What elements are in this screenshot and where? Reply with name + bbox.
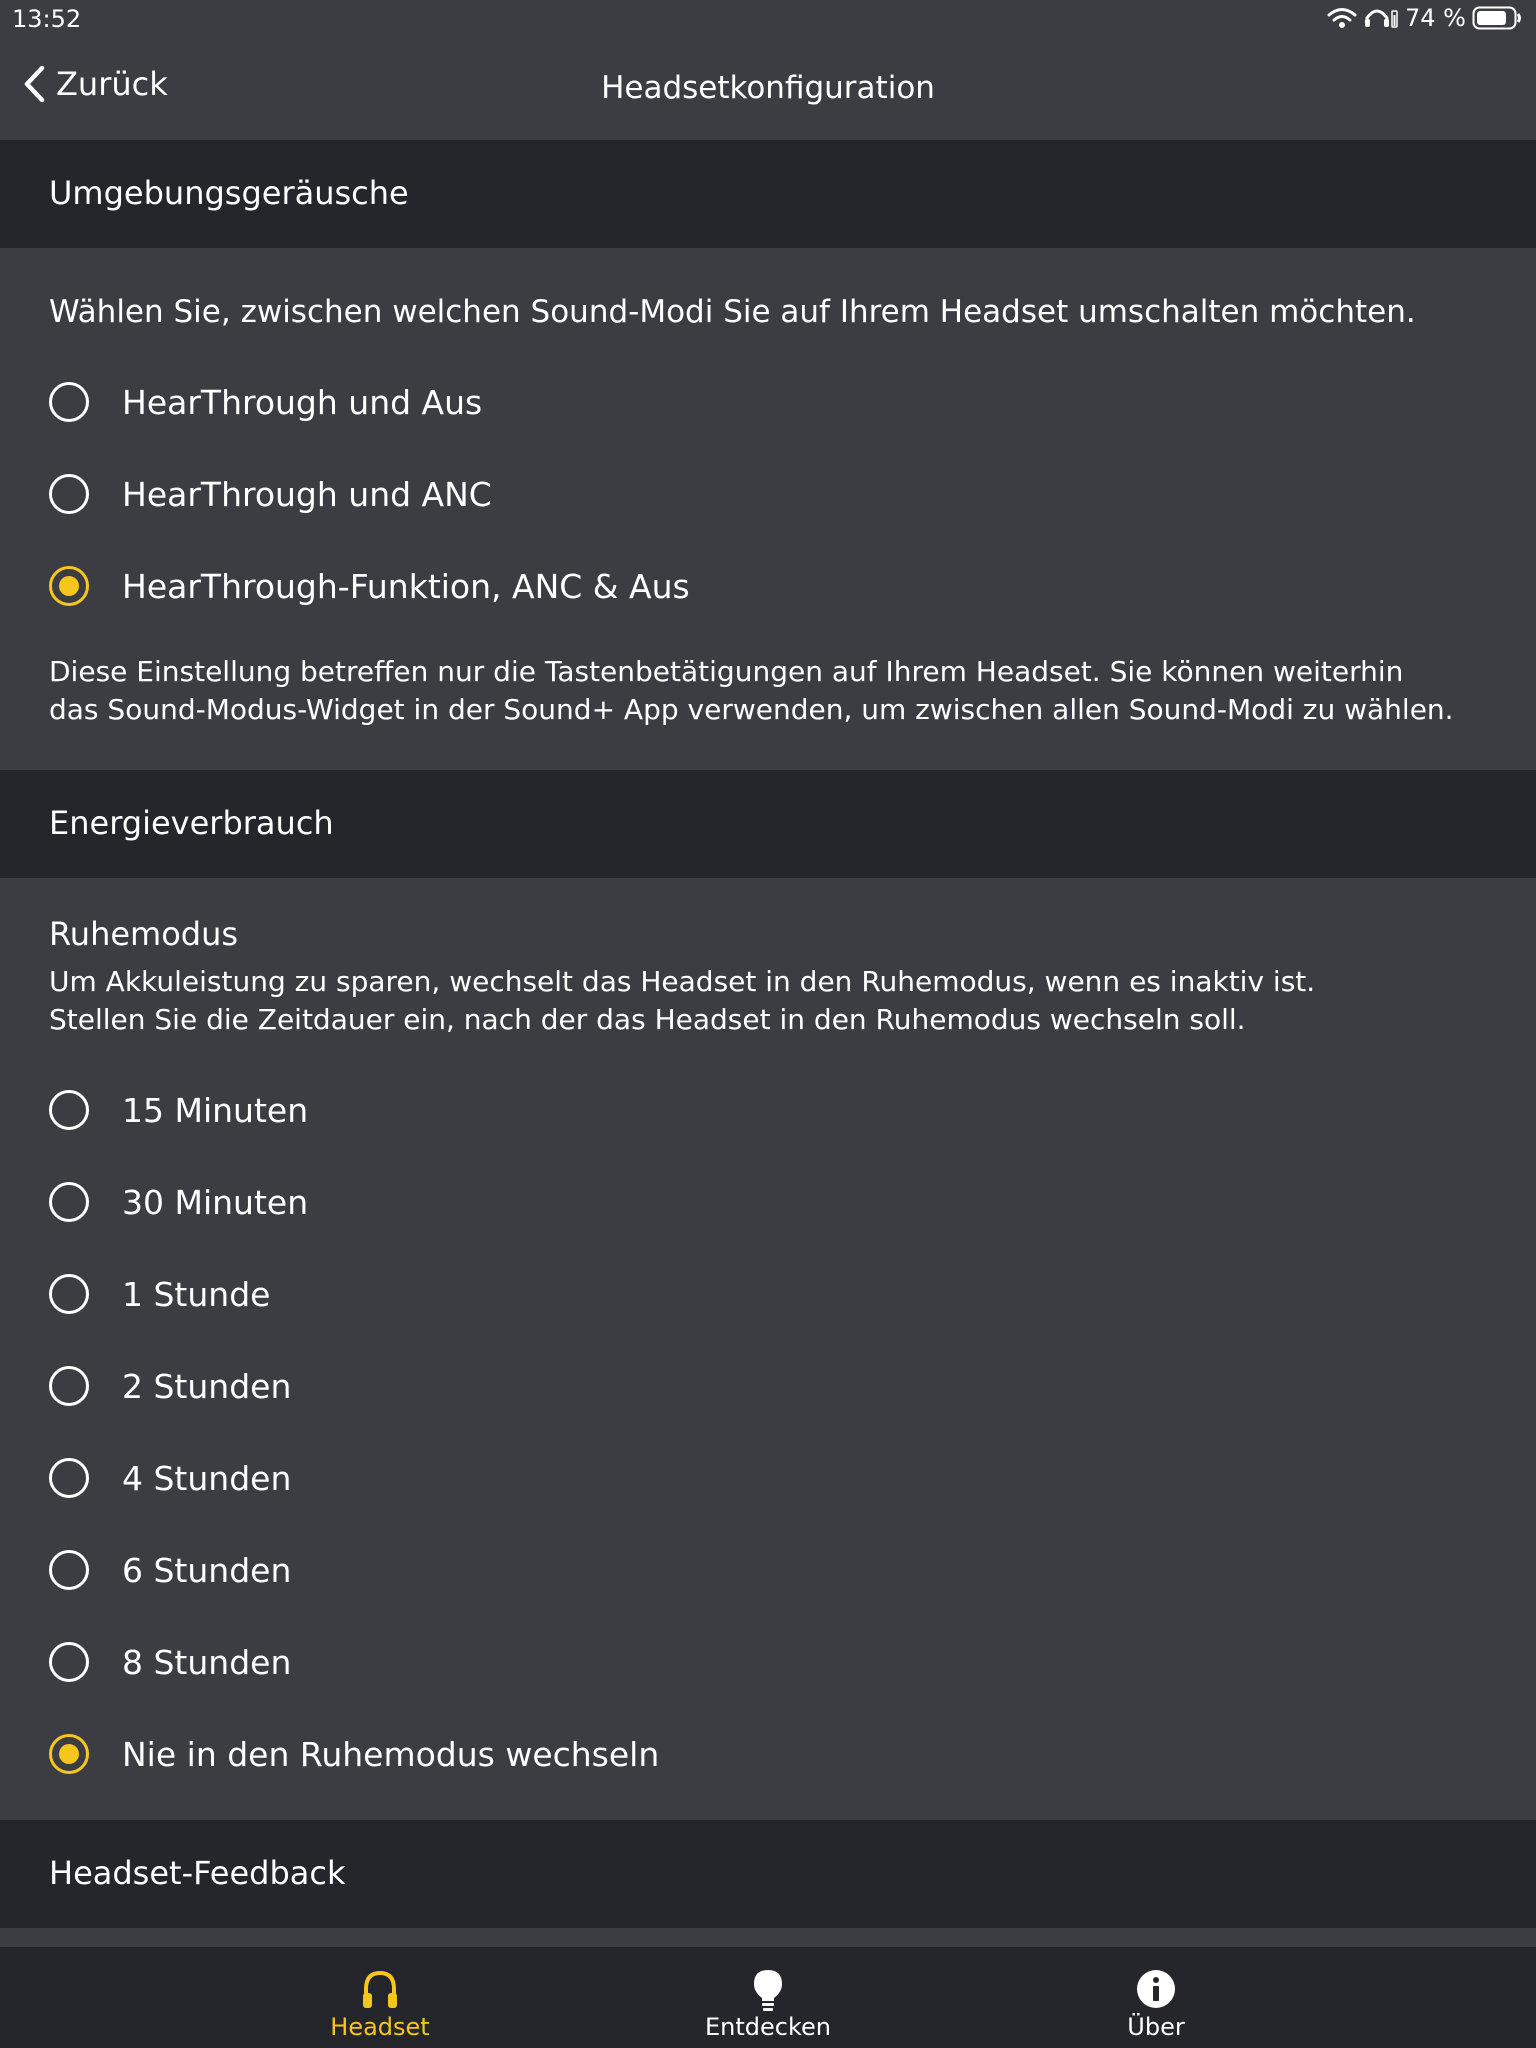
sleep-mode-title: Ruhemodus [49, 915, 239, 953]
ambient-note [49, 653, 1496, 729]
tab-discover-label: Entdecken [705, 2013, 831, 2041]
radio-button-selected[interactable] [49, 566, 89, 606]
status-time: 13:52 [12, 5, 82, 33]
headphones-icon [360, 1967, 400, 2013]
radio-label: 30 Minuten [122, 1182, 309, 1222]
sleep-option-2[interactable] [49, 1266, 270, 1322]
sleep-option-7[interactable] [49, 1726, 659, 1782]
sleep-option-6[interactable] [49, 1634, 291, 1690]
tab-bar [0, 1947, 1536, 2048]
sleep-desc-line-1: Um Akkuleistung zu sparen, wechselt das Headset in den Ruhemodus, wenn es inaktiv ist. [49, 965, 1316, 998]
sleep-option-4[interactable] [49, 1450, 291, 1506]
sleep-option-0[interactable] [49, 1082, 308, 1138]
radio-label: 15 Minuten [122, 1090, 309, 1130]
radio-label: HearThrough und ANC [122, 474, 492, 514]
radio-label: HearThrough-Funktion, ANC & Aus [122, 566, 690, 606]
radio-label: 6 Stunden [122, 1550, 292, 1590]
radio-button[interactable] [49, 1182, 89, 1222]
status-bar [0, 0, 1536, 40]
back-label: Zurück [56, 65, 168, 103]
section-header-feedback [0, 1820, 1536, 1928]
radio-button-selected[interactable] [49, 1734, 89, 1774]
radio-button[interactable] [49, 382, 89, 422]
section-header-energy [0, 770, 1536, 878]
ambient-option-1[interactable] [49, 466, 492, 522]
ambient-option-2[interactable] [49, 558, 690, 614]
radio-button[interactable] [49, 474, 89, 514]
sleep-mode-description [49, 963, 1496, 1039]
tab-about[interactable] [1056, 1947, 1256, 2048]
navigation-bar [0, 40, 1536, 140]
sleep-desc-line-2: Stellen Sie die Zeitdauer ein, nach der das Headset in den Ruhemodus wechseln soll. [49, 1003, 1246, 1036]
radio-label: Nie in den Ruhemodus wechseln [122, 1734, 660, 1774]
radio-label: HearThrough und Aus [122, 382, 483, 422]
lightbulb-icon [748, 1967, 788, 2013]
sleep-option-3[interactable] [49, 1358, 291, 1414]
section-title-energy: Energieverbrauch [49, 804, 334, 842]
ambient-intro: Wählen Sie, zwischen welchen Sound-Modi Sie auf Ihrem Headset umschalten möchten. [49, 294, 1416, 330]
sleep-option-1[interactable] [49, 1174, 308, 1230]
radio-label: 8 Stunden [122, 1642, 292, 1682]
radio-button[interactable] [49, 1458, 89, 1498]
headphones-status-icon [1363, 6, 1399, 30]
wifi-icon [1327, 6, 1357, 30]
tab-discover[interactable] [668, 1947, 868, 2048]
tab-headset[interactable] [280, 1947, 480, 2048]
status-right [1327, 4, 1522, 32]
radio-label: 1 Stunde [122, 1274, 271, 1314]
ambient-option-0[interactable] [49, 374, 482, 430]
battery-icon [1472, 5, 1522, 31]
radio-button[interactable] [49, 1550, 89, 1590]
section-header-ambient [0, 140, 1536, 248]
tab-about-label: Über [1127, 2013, 1185, 2041]
radio-button[interactable] [49, 1366, 89, 1406]
sleep-option-5[interactable] [49, 1542, 291, 1598]
radio-label: 4 Stunden [122, 1458, 292, 1498]
tab-headset-label: Headset [330, 2013, 430, 2041]
battery-percent: 74 % [1405, 4, 1466, 32]
section-title-ambient: Umgebungsgeräusche [49, 174, 409, 212]
radio-button[interactable] [49, 1274, 89, 1314]
ambient-note-line-1: Diese Einstellung betreffen nur die Tastenbetätigungen auf Ihrem Headset. Sie können weiterhin [49, 655, 1404, 688]
info-icon [1136, 1967, 1176, 2013]
radio-button[interactable] [49, 1642, 89, 1682]
radio-label: 2 Stunden [122, 1366, 292, 1406]
section-title-feedback: Headset-Feedback [49, 1854, 346, 1892]
ambient-note-line-2: das Sound-Modus-Widget in der Sound+ App verwenden, um zwischen allen Sound-Modi zu wählen. [49, 693, 1454, 726]
page-title: Headsetkonfiguration [601, 70, 935, 106]
radio-button[interactable] [49, 1090, 89, 1130]
